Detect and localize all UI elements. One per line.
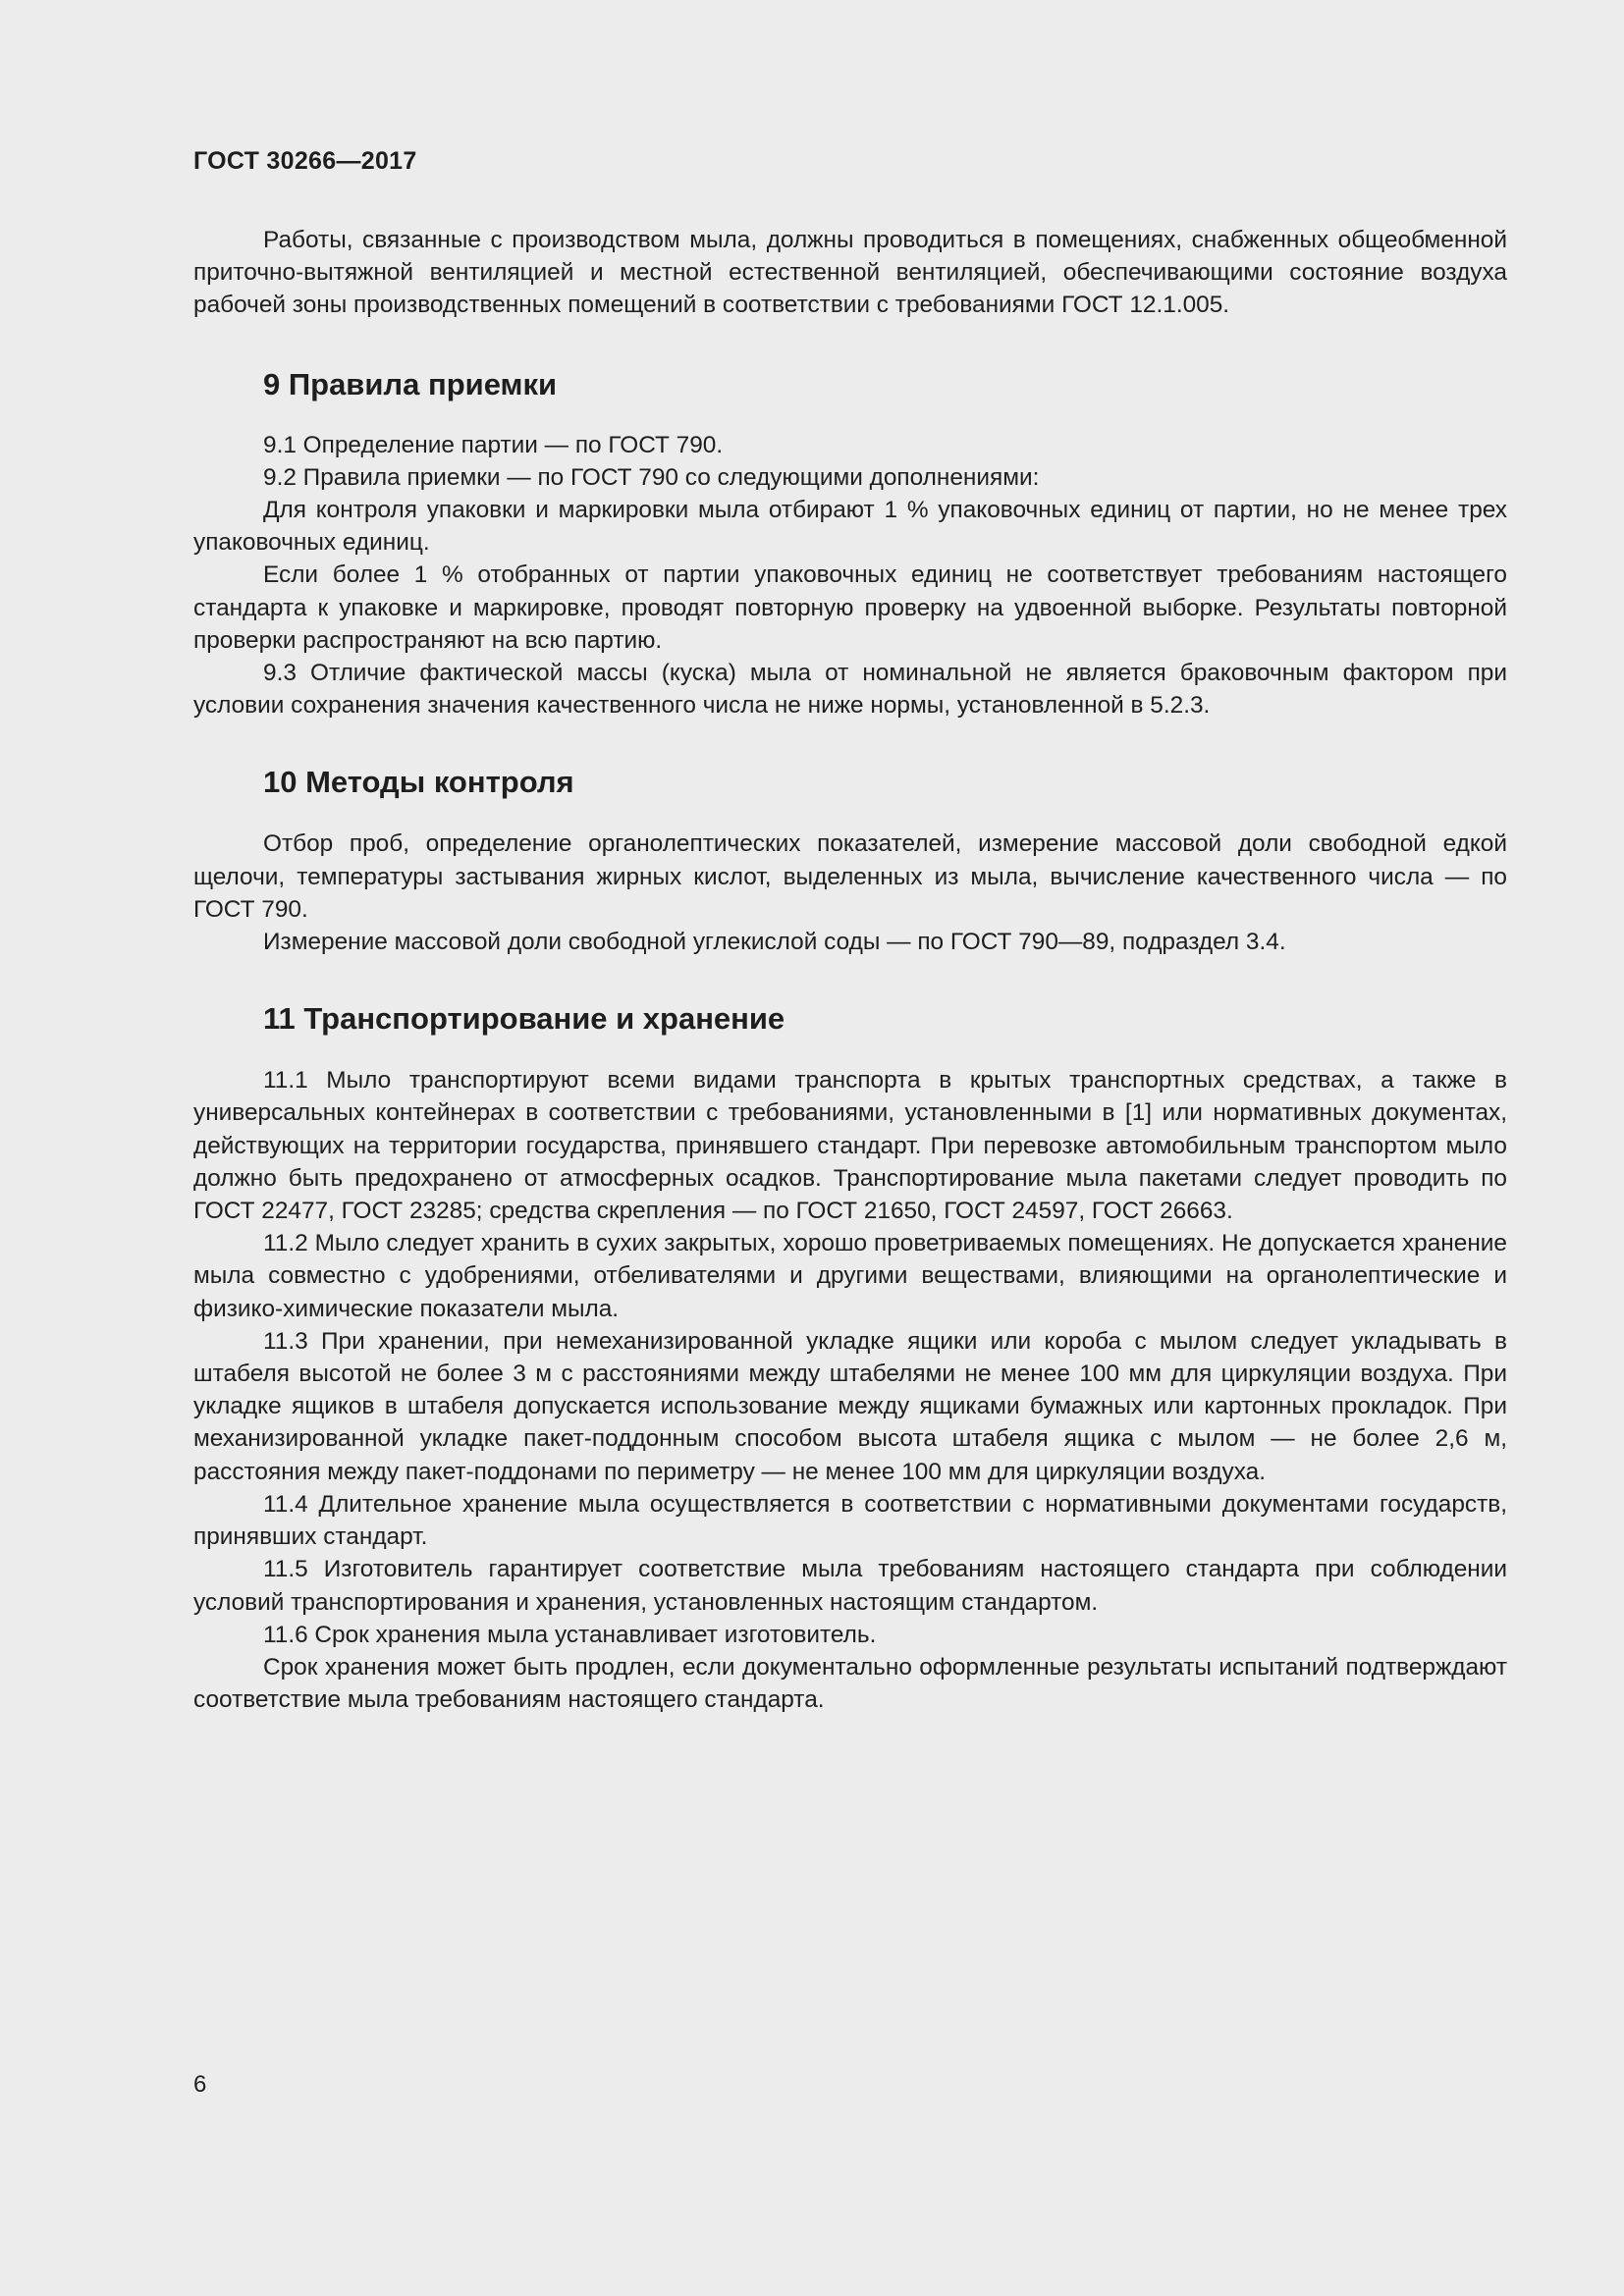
page-number: 6 <box>193 2071 207 2098</box>
paragraph-9-1: 9.1 Определение партии — по ГОСТ 790. <box>263 431 724 458</box>
paragraph-11-3: 11.3 При хранении, при немеханизированной укладке ящики или короба с мылом следует укладывать в штабеля высотой не более 3 м с расстояниями между штабелями не менее 100 мм для циркуляции воздуха. При укладке ящиков в штабеля допускается использование между ящиками бумажных или картонных прокладок. При механизированной укладке пакет-поддонным способом высота штабеля ящика с мылом — не более 2,6 м, расстояния между пакет-поддонами по периметру — не менее 100 мм для циркуляции воздуха. <box>193 1327 1507 1485</box>
paragraph-11-6-a: Срок хранения может быть продлен, если документально оформленные результаты испытаний подтверждают соответствие мыла требованиям настоящего стандарта. <box>193 1653 1507 1714</box>
paragraph-9-2-a: Для контроля упаковки и маркировки мыла отбирают 1 % упаковочных единиц от партии, но не менее трех упаковочных единиц. <box>193 497 1507 557</box>
section-11-title: 11 Транспортирование и хранение <box>263 1001 785 1037</box>
paragraph-9-3: 9.3 Отличие фактической массы (куска) мыла от номинальной не является браковочным фактором при условии сохранения значения качественного числа не ниже нормы, установленной в 5.2.3. <box>193 660 1507 720</box>
paragraph-11-4: 11.4 Длительное хранение мыла осуществляется в соответствии с нормативными документами государств, принявших стандарт. <box>193 1490 1507 1551</box>
section-10-title: 10 Методы контроля <box>263 765 574 800</box>
paragraph-9-2-b: Если более 1 % отобранных от партии упаковочных единиц не соответствует требованиям настоящего стандарта к упаковке и маркировке, проводят повторную проверку на удвоенной выборке. Результаты повторной проверки распространяют на всю партию. <box>193 561 1507 654</box>
paragraph-11-6: 11.6 Срок хранения мыла устанавливает изготовитель. <box>263 1621 877 1648</box>
paragraph-11-2: 11.2 Мыло следует хранить в сухих закрытых, хорошо проветриваемых помещениях. Не допускается хранение мыла совместно с удобрениями, отбеливателями и другими веществами, влияющими на органолептические и физико-химические показатели мыла. <box>193 1230 1507 1322</box>
document-body <box>193 224 1507 1716</box>
paragraph-10-b: Измерение массовой доли свободной углекислой соды — по ГОСТ 790—89, подраздел 3.4. <box>263 929 1286 956</box>
intro-paragraph: Работы, связанные с производством мыла, должны проводиться в помещениях, снабженных общеобменной приточно-вытяжной вентиляцией и местной естественной вентиляцией, обеспечивающими состояние воздуха рабочей зоны производственных помещений в соответствии с требованиями ГОСТ 12.1.005. <box>193 227 1507 319</box>
section-9-title: 9 Правила приемки <box>263 366 558 401</box>
paragraph-9-2: 9.2 Правила приемки — по ГОСТ 790 со следующими дополнениями: <box>263 463 1040 491</box>
paragraph-10-a: Отбор проб, определение органолептических показателей, измерение массовой доли свободной едкой щелочи, температуры застывания жирных кислот, выделенных из мыла, вычисление качественного числа — по ГОСТ 790. <box>193 830 1507 923</box>
paragraph-11-1: 11.1 Мыло транспортируют всеми видами транспорта в крытых транспортных средствах, а также в универсальных контейнерах в соответствии с требованиями, установленными в [1] или нормативных документах, действующих на территории государства, принявшего стандарт. При перевозке автомобильным транспортом мыло должно быть предохранено от атмосферных осадков. Транспортирование мыла пакетами следует проводить по ГОСТ 22477, ГОСТ 23285; средства скрепления — по ГОСТ 21650, ГОСТ 24597, ГОСТ 26663. <box>193 1067 1507 1225</box>
standard-header: ГОСТ 30266—2017 <box>193 147 417 175</box>
paragraph-11-5: 11.5 Изготовитель гарантирует соответствие мыла требованиям настоящего стандарта при соблюдении условий транспортирования и хранения, установленных настоящим стандартом. <box>193 1556 1507 1616</box>
